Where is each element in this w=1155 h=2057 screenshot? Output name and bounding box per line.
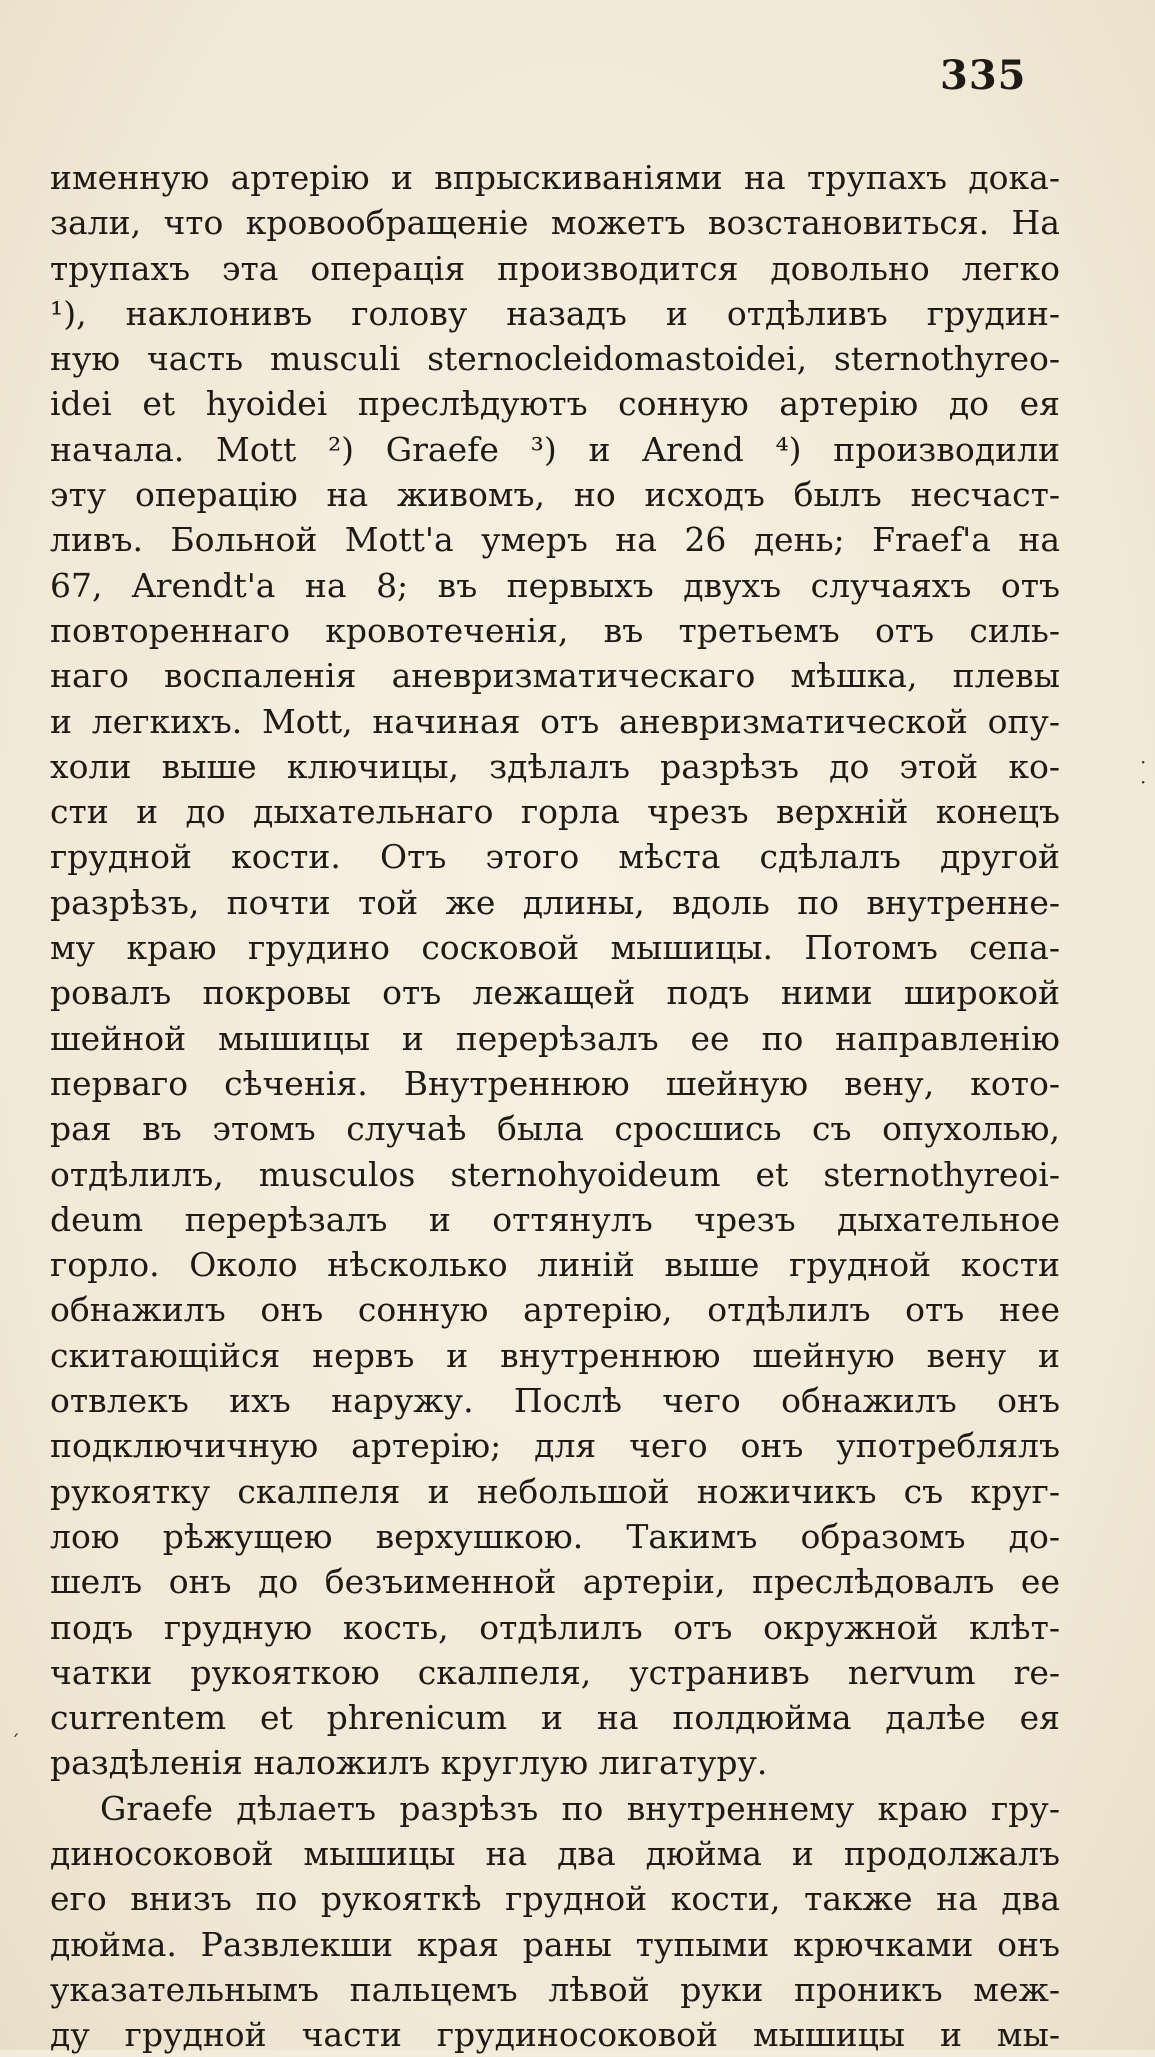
text-line: рая въ этомъ случаѣ была сросшись съ опухолью, [50,1109,1060,1149]
text-line: повтореннаго кровотеченія, въ третьемъ отъ силь- [50,610,1060,650]
text-line: deum перерѣзалъ и оттянулъ чрезъ дыхательное [50,1199,1060,1239]
text-line: горло. Около нѣсколько линій выше грудной кости [50,1245,1060,1285]
text-line: лою рѣжущею верхушкою. Такимъ образомъ до- [50,1516,1060,1556]
text-line: трупахъ эта операція производится довольно легко [50,248,1060,288]
text-line: сти и до дыхательнаго горла чрезъ верхній конецъ [50,792,1060,832]
text-line: эту операцію на живомъ, но исходъ былъ несчаст- [50,475,1060,515]
text-line: именную артерію и впрыскиваніями на трупахъ дока- [50,158,1060,197]
text-line: ровалъ покровы отъ лежащей подъ ними широкой [50,973,1060,1013]
text-line: скитающійся нервъ и внутреннюю шейную вену и [50,1335,1060,1375]
body-text [50,155,1060,2057]
margin-speck: ˊ [10,1730,20,1754]
text-line: ¹), наклонивъ голову назадъ и отдѣливъ грудин- [50,293,1060,333]
text-line: перваго сѣченія. Внутреннюю шейную вену, кото- [50,1063,1060,1103]
text-line: отдѣлилъ, musculos sternohyoideum et sternothyreoi- [50,1154,1060,1194]
text-line: ливъ. Больной Mott'а умеръ на 26 день; Fraef'а на [50,520,1060,560]
paragraph-start-line: Graefe дѣлаетъ разрѣзъ по внутреннему краю гру- [100,1788,1060,1828]
text-line: ду грудной части грудиносоковой мышицы и мы- [50,2015,1060,2055]
text-line: подключичную артерію; для чего онъ употреблялъ [50,1426,1060,1466]
margin-speck: · [1140,750,1147,774]
text-line: рукоятку скалпеля и небольшой ножичикъ съ круг- [50,1471,1060,1511]
text-line: дюйма. Развлекши края раны тупыми крючками онъ [50,1924,1060,1964]
text-line: подъ грудную кость, отдѣлилъ отъ окружной клѣт- [50,1607,1060,1647]
text-line: грудной кости. Отъ этого мѣста сдѣлалъ другой [50,837,1060,877]
text-line: начала. Mott ²) Graefe ³) и Arend ⁴) производили [50,429,1060,469]
margin-speck: · [1140,770,1147,794]
text-line: холи выше ключицы, здѣлалъ разрѣзъ до этой ко- [50,746,1060,786]
text-line: диносоковой мышицы на два дюйма и продолжалъ [50,1833,1060,1873]
text-line: отвлекъ ихъ наружу. Послѣ чего обнажилъ онъ [50,1381,1060,1421]
paragraph-end-line: раздѣленія наложилъ круглую лигатуру. [50,1743,768,1783]
text-line: зали, что кровообращеніе можетъ возстановиться. На [50,203,1060,243]
page-number: 335 [940,52,1027,99]
text-line: обнажилъ онъ сонную артерію, отдѣлилъ отъ нее [50,1290,1060,1330]
text-line: его внизъ по рукояткѣ грудной кости, также на два [50,1879,1060,1919]
text-line: указательнымъ пальцемъ лѣвой руки проникъ меж- [50,1969,1060,2009]
text-line: ную часть musculi sternocleidomastoidei, sternothyreo- [50,339,1060,379]
text-line: шелъ онъ до безъименной артеріи, преслѣдовалъ ее [50,1562,1060,1602]
text-line: шейной мышицы и перерѣзалъ ее по направленію [50,1018,1060,1058]
text-line: му краю грудино сосковой мышицы. Потомъ сепа- [50,928,1060,968]
text-line: idei et hyoidei преслѣдуютъ сонную артерію до ея [50,384,1060,424]
text-line: 67, Arendt'а на 8; въ первыхъ двухъ случаяхъ отъ [50,565,1060,605]
text-line: чатки рукояткою скалпеля, устранивъ nervum re- [50,1652,1060,1692]
text-line: разрѣзъ, почти той же длины, вдоль по внутренне- [50,882,1060,922]
text-line: currentem et phrenicum и на полдюйма далѣе ея [50,1698,1060,1738]
text-line: и легкихъ. Mott, начиная отъ аневризматической опу- [50,701,1060,741]
text-line: наго воспаленія аневризматическаго мѣшка, плевы [50,656,1060,696]
